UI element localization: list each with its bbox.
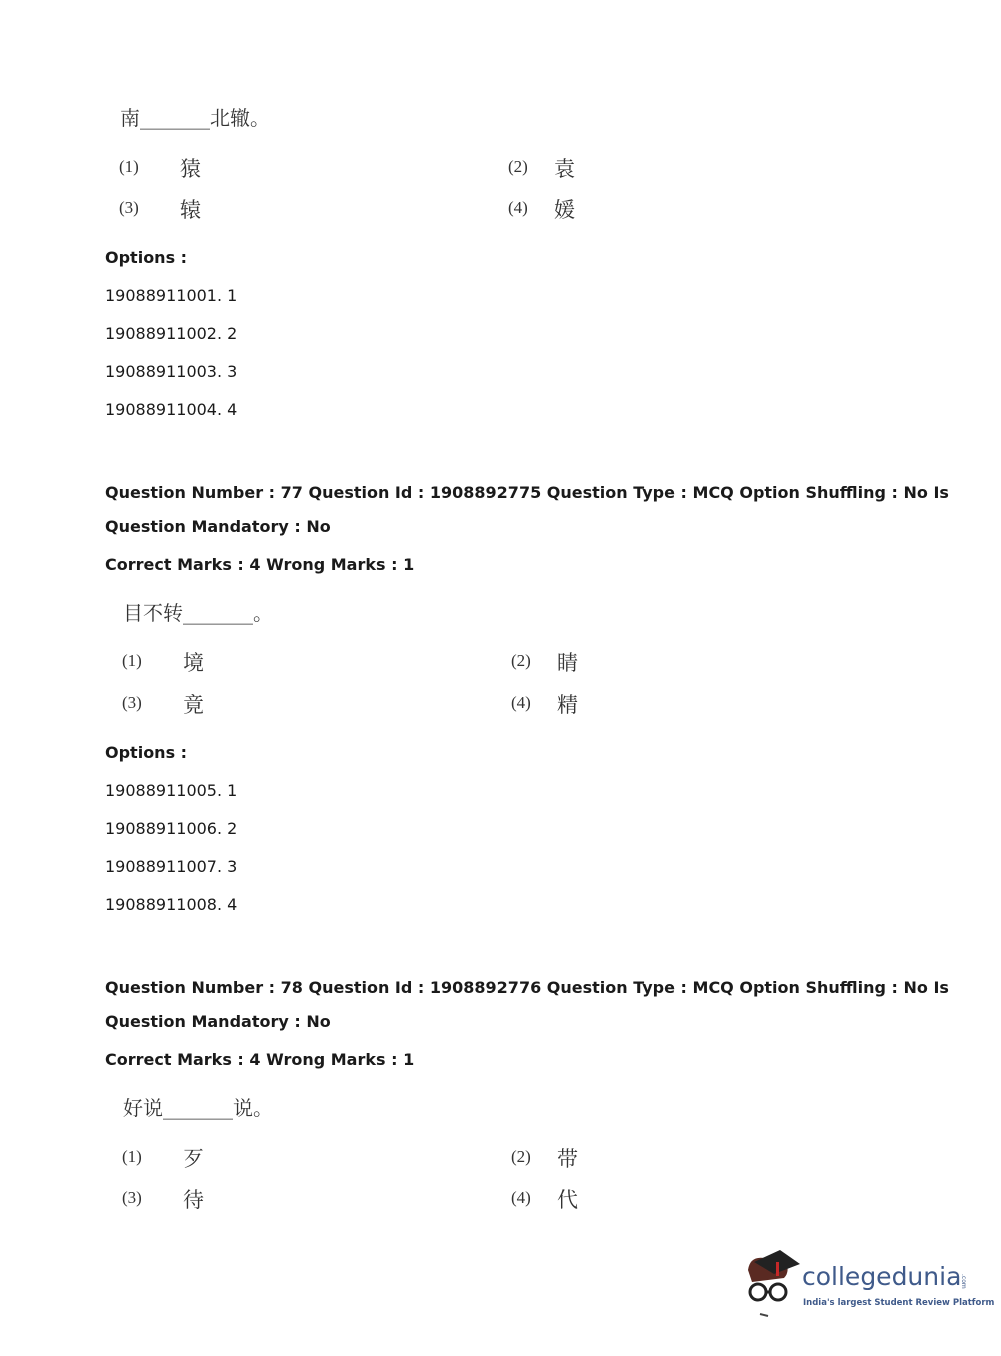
choice-char: 猿 [180,157,201,181]
choice-char: 竟 [183,693,204,717]
choice-number: (4) [511,1188,531,1207]
choice-number: (4) [508,198,528,217]
choice-number: (1) [119,157,139,176]
logo-wordmark: collegedunia [802,1262,962,1291]
question-header: Question Number : 77 Question Id : 1908892775 Question Type : MCQ Option Shuffling : No Is [105,483,949,502]
question-marks: Correct Marks : 4 Wrong Marks : 1 [105,555,415,574]
option-item: 19088911007. 3 [105,857,238,876]
question-prompt: 目不转_______。 [123,601,273,625]
choice-char: 袁 [554,157,575,181]
question-header: Question Number : 78 Question Id : 1908892776 Question Type : MCQ Option Shuffling : No Is [105,978,949,997]
option-item: 19088911003. 3 [105,362,238,381]
option-item: 19088911001. 1 [105,286,238,305]
choice-number: (3) [119,198,139,217]
logo-dotcom: .com [960,1274,967,1289]
choice-char: 媛 [554,198,575,222]
choice-char: 境 [183,651,204,675]
options-label: Options : [105,743,188,762]
question-marks: Correct Marks : 4 Wrong Marks : 1 [105,1050,415,1069]
option-item: 19088911005. 1 [105,781,238,800]
logo-tagline: India's largest Student Review Platform [803,1298,995,1308]
choice-number: (2) [511,1147,531,1166]
option-item: 19088911006. 2 [105,819,238,838]
choice-number: (2) [508,157,528,176]
choice-char: 辕 [180,198,201,222]
options-label: Options : [105,248,188,267]
choice-number: (3) [122,1188,142,1207]
option-item: 19088911004. 4 [105,400,238,419]
option-item: 19088911008. 4 [105,895,238,914]
question-prompt: 南_______北辙。 [120,106,270,130]
choice-number: (2) [511,651,531,670]
choice-char: 睛 [557,651,578,675]
choice-number: (1) [122,1147,142,1166]
choice-number: (4) [511,693,531,712]
question-header-cont: Question Mandatory : No [105,517,331,536]
choice-number: (3) [122,693,142,712]
question-header-cont: Question Mandatory : No [105,1012,331,1031]
choice-char: 精 [557,693,578,717]
question-prompt: 好说_______说。 [123,1096,273,1120]
collegedunia-logo [740,1248,995,1320]
choice-number: (1) [122,651,142,670]
choice-char: 代 [557,1188,578,1212]
choice-char: 待 [183,1188,204,1212]
mascot-icon [740,1248,802,1318]
option-item: 19088911002. 2 [105,324,238,343]
choice-char: 歹 [183,1147,204,1171]
choice-char: 带 [557,1147,578,1171]
